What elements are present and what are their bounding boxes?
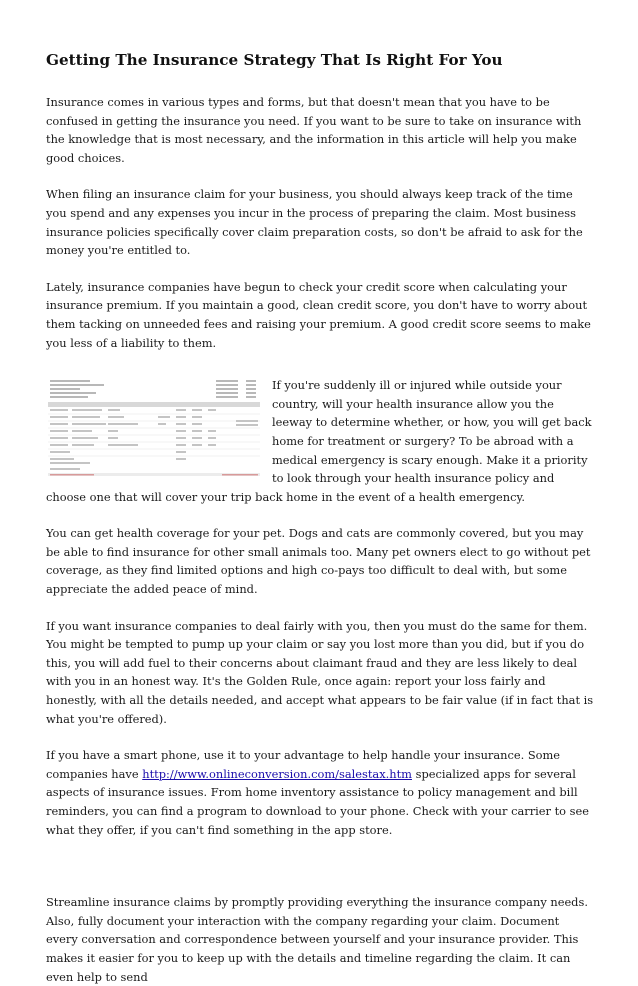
salestax-link[interactable]: http://www.onlineconversion.com/salestax.htm bbox=[142, 766, 412, 781]
paragraph-6: If you want insurance companies to deal fairly with you, then you must do the same for them. You might be tempted to pump up your claim or say you lost more than you did, but if you do this, you will add fuel to their concerns about claimant fraud and they are less likely to deal with you in an honest way. It's the Golden Rule, once again: report your loss fairly and honestly, with all the details needed, and accept what appears to be fair value (if in fact that is what you're offered). bbox=[46, 618, 594, 726]
paragraph-3: Lately, insurance companies have begun to check your credit score when calculating your insurance premium. If you maintain a good, clean credit score, you don't have to worry about them tacking on unneeded fees and raising your premium. A good credit score seems to make you less of a liability to them. bbox=[46, 279, 591, 350]
paragraph-7-lead: If you have a smart phone, use it to your advantage to help handle your insurance. Some companies have bbox=[46, 748, 561, 781]
paragraph-7 bbox=[46, 746, 594, 839]
paragraph-1: Insurance comes in various types and forms, but that doesn't mean that you have to be confused in getting the insurance you need. If you want to be sure to take on insurance with the knowledge that is most necessary, and the information in this article will help you make good choices. bbox=[46, 95, 582, 165]
paragraph-8: Streamline insurance claims by promptly providing everything the insurance company needs. Also, fully document your interaction with the company regarding your claim. Document every conversation and correspondence between yourself and your insurance provider. This makes it easier for you to keep up with the details and timeline regarding the claim. It can even help to send bbox=[46, 895, 588, 984]
document-page bbox=[46, 0, 594, 986]
expense-report-thumbnail bbox=[46, 376, 262, 486]
paragraph-4: If you're suddenly ill or injured while outside your country, will your health insurance allow you the leeway to determine whether, or how, you will get back home for treatment or surgery? To be abroad with a medical emergency is scary enough. Make it a priority to look through your health insurance policy and choose one that will cover your trip back home in the event of a health emergency. bbox=[46, 378, 592, 504]
paragraph-7-tail: specialized apps for several aspects of insurance issues. From home inventory assistance to policy management and bill reminders, you can find a program to download to your phone. Check with your carrier to see what they offer, if you can't find something in the app store. bbox=[46, 766, 589, 837]
paragraph-2: When filing an insurance claim for your business, you should always keep track of the time you spend and any expenses you incur in the process of preparing the claim. Most business insurance policies specifically cover claim preparation costs, so don't be afraid to ask for the money you're entitled to. bbox=[46, 187, 583, 258]
spreadsheet-image bbox=[46, 376, 262, 486]
paragraph-5: You can get health coverage for your pet. Dogs and cats are commonly covered, but you may be able to find insurance for other small animals too. Many pet owners elect to go without pet coverage, as they find limited options and high co-pays too difficult to deal with, but some appreciate the added peace of mind. bbox=[46, 526, 591, 597]
page-title: Getting The Insurance Strategy That Is Right For You bbox=[46, 51, 503, 69]
